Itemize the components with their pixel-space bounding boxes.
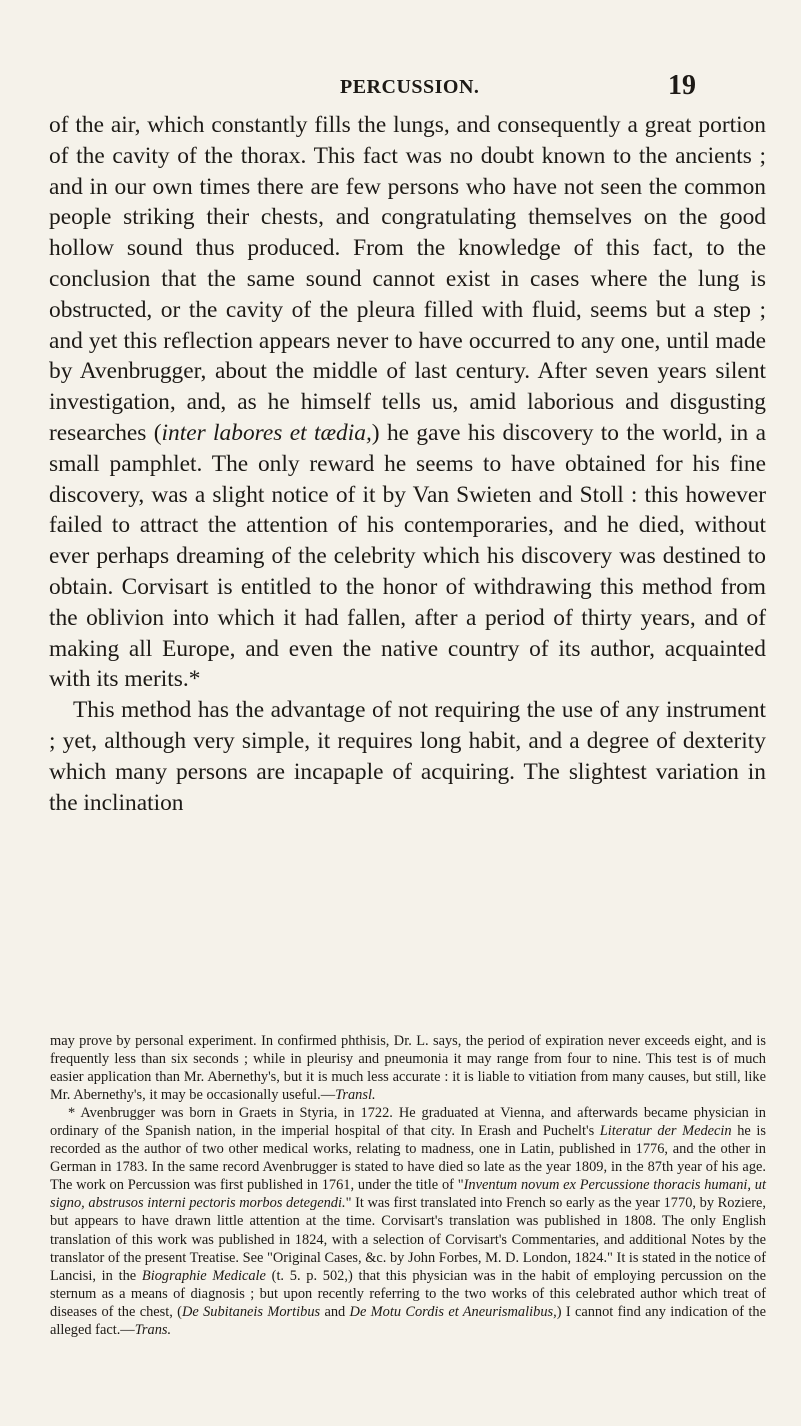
footnote-text-b: he is recorded as the author of two other medical works, relating to madness, one in Latin, published in 1776, and the other in German in 1783. In the same record Avenbrugger is stated to have died so late as the year 1809, in the 87th year of his age. The work on Percussion was first published in 1761, under the title of "	[50, 1123, 766, 1194]
main-text	[49, 110, 766, 818]
footnote-title-motu-cordis: De Motu Cordis et Aneurismalibus,	[349, 1303, 557, 1320]
footnote-continued-text: may prove by personal experiment. In confirmed phthisis, Dr. L. says, the period of expiration never exceeds eight, and is frequently less than six seconds ; while in pleurisy and pneumonia it may range from four to nine. This test is of much easier application than Mr. Abernethy's, but it is much less accurate : it is liable to vitiation from many causes, but still, like Mr. Abernethy's, it may be occasionally useful.—	[50, 1033, 766, 1104]
footnotes	[50, 1032, 766, 1339]
footnote-continued-signature: Transl.	[335, 1087, 376, 1104]
paragraph-1-text-b: ) he gave his discovery to the world, in a small pamphlet. The only reward he seems to have obtained for his fine discovery, was a slight notice of it by Van Swieten and Stoll : this however failed to attract the attention of his contemporaries, and he died, without ever perhaps dreaming of the celebrity which his discovery was destined to obtain. Corvisart is entitled to the honor of withdrawing this method from the oblivion into which it had fallen, after a period of thirty years, and of making all Europe, and even the native country of its author, acquainted with its merits.*	[49, 419, 766, 693]
running-head: PERCUSSION.	[340, 76, 480, 98]
page-number: 19	[668, 70, 696, 101]
footnote-text-c: " It was first translated into French so early as the year 1770, by Roziere, but appears to have drawn little attention at the time. Corvisart's translation was published in 1808. The only English translation of this work was published in 1824, with a selection of Corvisart's Commentaries, and additional Notes by the translator of the present Treatise. See "Original Cases, &c. by John Forbes, M. D. London, 1824." It is stated in the notice of Lancisi, in the	[50, 1195, 766, 1284]
footnote-avenbrugger	[50, 1104, 766, 1339]
footnote-continued	[50, 1032, 766, 1104]
footnote-text-f: ) I cannot find any indication of the alleged fact.—	[50, 1303, 766, 1338]
footnote-title-subitaneis: De Subitaneis Mortibus	[181, 1303, 321, 1320]
footnote-text-e: and	[320, 1303, 350, 1320]
latin-phrase: inter labores et tædia,	[161, 419, 372, 446]
footnote-title-biographie: Biographie Medicale	[141, 1267, 266, 1284]
footnote-text-d: (t. 5. p. 502,) that this physician was in the habit of employing percussion on the sternum as a means of diagnosis ; but upon recently referring to the two works of this celebrated author which treat of diseases of the chest, (	[50, 1267, 766, 1320]
footnote-title-literatur: Literatur der Medecin	[599, 1123, 732, 1140]
footnote-signature: Trans.	[134, 1321, 172, 1338]
footnote-text-a: * Avenbrugger was born in Graets in Styria, in 1722. He graduated at Vienna, and afterwards became physician in ordinary of the Spanish nation, in the imperial hospital of that city. In Erash and Puchelt's	[50, 1105, 766, 1140]
page-header	[0, 70, 801, 106]
paragraph-2: This method has the advantage of not requiring the use of any instrument ; yet, although very simple, it requires long habit, and a degree of dexterity which many persons are incapaple of acquiring. The slightest variation in the inclination	[49, 697, 766, 816]
paragraph-1	[49, 110, 766, 695]
paragraph-1-text-a: of the air, which constantly fills the lungs, and consequently a great portion of the cavity of the thorax. This fact was no doubt known to the ancients ; and in our own times there are few persons who have not seen the common people striking their chests, and congratulating themselves on the good hollow sound thus produced. From the knowledge of this fact, to the conclusion that the same sound cannot exist in cases where the lung is obstructed, or the cavity of the pleura filled with fluid, seems but a step ; and yet this reflection appears never to have occurred to any one, until made by Avenbrugger, about the middle of last century. After seven years silent investigation, and, as he himself tells us, amid laborious and disgusting researches (	[49, 112, 766, 446]
footnote-title-inventum: Inventum novum ex Percussione thoracis humani, ut signo, abstrusos interni pectoris morbos detegendi.	[50, 1177, 766, 1212]
